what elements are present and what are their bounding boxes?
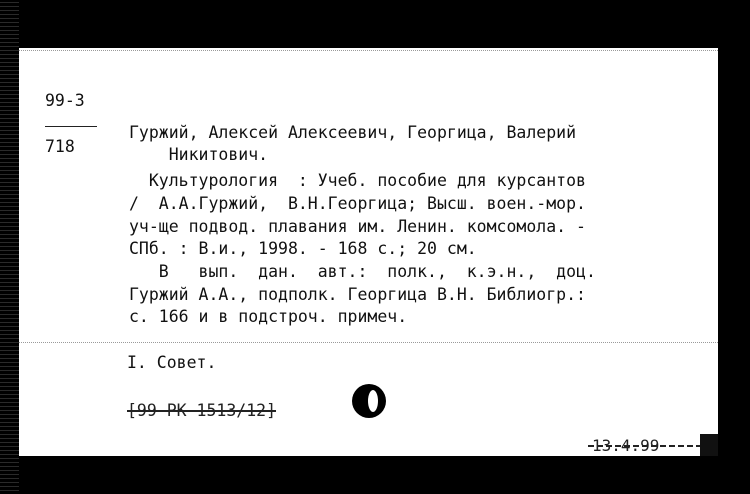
card-line: уч-ще подвод. плавания им. Ленин. комсомола. - — [129, 217, 586, 236]
author-mark: 718 — [45, 137, 75, 156]
catalog-card — [19, 48, 718, 456]
card-line: СПб. : В.и., 1998. - 168 с.; 20 см. — [129, 239, 477, 258]
card-line: В вып. дан. авт.: полк., к.э.н., доц. — [129, 262, 596, 281]
divider — [19, 50, 718, 51]
card-line: Культурология : Учеб. пособие для курсантов — [129, 171, 586, 190]
card-line: Никитович. — [129, 145, 269, 164]
corner-stamp-text: 13.4.99 — [592, 436, 660, 455]
card-line: Гуржий, Алексей Алексеевич, Георгица, Валерий — [129, 123, 577, 142]
shelf-rule — [45, 126, 97, 127]
divider — [19, 342, 718, 343]
shelf-mark: 99-3 — [45, 91, 85, 110]
card-line: / А.А.Гуржий, В.Н.Георгица; Высш. воен.-мор. — [129, 194, 586, 213]
subject-heading: I. Совет. — [127, 353, 217, 372]
scan-edge-right — [718, 0, 750, 494]
card-line: Гуржий А.А., подполк. Георгица В.Н. Библиогр.: — [129, 285, 586, 304]
corner-stamp — [588, 434, 718, 456]
inventory-number: [99-РК-1513/12] — [127, 401, 277, 420]
scan-edge-left — [0, 0, 19, 494]
punch-hole — [352, 384, 386, 418]
card-line: с. 166 и в подстроч. примеч. — [129, 307, 408, 326]
